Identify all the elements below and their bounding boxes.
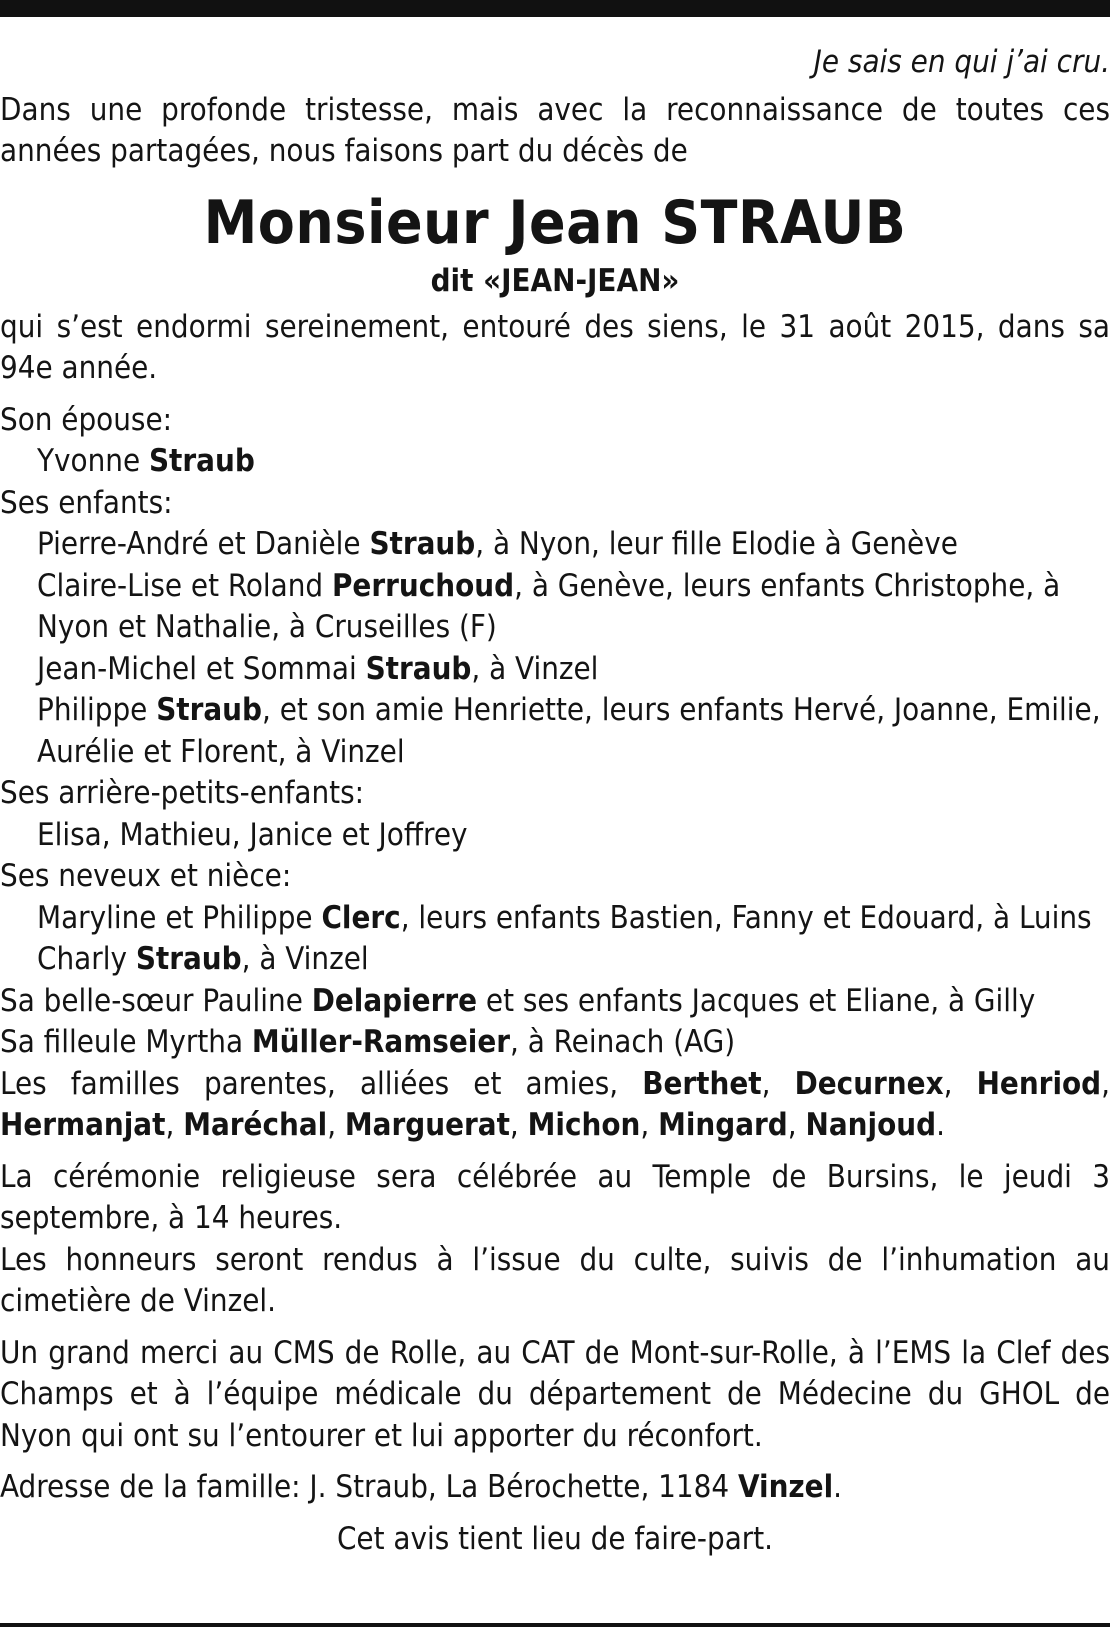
- sister-in-law-entry: [0, 981, 1110, 1023]
- deceased-name: Monsieur Jean STRAUB: [203, 187, 907, 258]
- spouse-heading: Son épouse:: [0, 401, 173, 438]
- separator: ,: [327, 1107, 345, 1143]
- intro-text: Dans une profonde tristesse, mais avec la reconnaissance de toutes ces années partagées, nous faisons part du décès de: [0, 91, 1110, 169]
- family-name: Michon: [527, 1107, 641, 1143]
- child-entry: [0, 524, 1110, 566]
- address-end: .: [833, 1469, 842, 1505]
- goddaughter-entry: [0, 1022, 1110, 1064]
- entry-text: Sa filleule Myrtha: [0, 1024, 252, 1060]
- family-name: Berthet: [642, 1065, 762, 1102]
- family-name: Straub: [135, 941, 242, 977]
- family-name: Mingard: [658, 1107, 788, 1143]
- family-name: Delapierre: [311, 982, 478, 1019]
- entry-text: Sa belle-sœur Pauline: [0, 982, 312, 1019]
- address-town: Vinzel: [737, 1469, 834, 1505]
- great-grandchildren-entry: Elisa, Mathieu, Janice et Joffrey: [37, 816, 468, 853]
- related-families-entry: [0, 1064, 1110, 1147]
- entry-text: Philippe: [37, 692, 157, 728]
- entry-text: , à Reinach (AG): [510, 1024, 736, 1060]
- ceremony-text: La cérémonie religieuse sera célébrée au Temple de Bursins, le jeudi 3 septembre, à 14 heures.: [0, 1158, 1110, 1236]
- separator: ,: [1101, 1065, 1110, 1102]
- family-name: Marguerat: [344, 1107, 510, 1143]
- great-grandchildren-heading: Ses arrière-petits-enfants:: [0, 775, 365, 811]
- entry-text: , à Nyon, leur fille Elodie à Genève: [475, 526, 958, 562]
- nephew-entry: [0, 898, 1110, 940]
- top-rule: [0, 0, 1110, 17]
- entry-text: Jean-Michel et Sommai: [37, 650, 366, 687]
- separator: ,: [943, 1065, 977, 1102]
- family-name: Straub: [156, 692, 263, 728]
- separator: .: [936, 1107, 945, 1143]
- separator: ,: [165, 1107, 184, 1143]
- bottom-rule: [0, 1623, 1110, 1627]
- nephew-entry: [0, 939, 1110, 981]
- entry-text: Pierre-André et Danièle: [37, 526, 370, 562]
- family-name: Nanjoud: [805, 1107, 937, 1143]
- family-name: Straub: [365, 650, 472, 687]
- family-name: Henriod: [976, 1065, 1102, 1102]
- nephews-list: [0, 898, 1110, 981]
- thanks-text: Un grand merci au CMS de Rolle, au CAT de Mont-sur-Rolle, à l’EMS la Clef des Champs et à l’équipe médicale du département de Médecine du GHOL de Nyon qui ont su l’entourer et lui apporter du réconfort.: [0, 1334, 1110, 1454]
- death-text: qui s’est endormi sereinement, entouré des siens, le 31 août 2015, dans sa 94e année.: [0, 308, 1110, 386]
- spouse-first-name: Yvonne: [37, 443, 149, 479]
- family-name: Decurnex: [794, 1065, 944, 1102]
- honours-text: Les honneurs seront rendus à l’issue du culte, suivis de l’inhumation au cimetière de Vinzel.: [0, 1241, 1110, 1319]
- children-list: [0, 524, 1110, 773]
- family-name: Perruchoud: [331, 567, 515, 604]
- family-address: [0, 1467, 1110, 1509]
- entry-text: Maryline et Philippe: [37, 899, 322, 936]
- entry-text: Claire-Lise et Roland: [37, 567, 332, 604]
- family-name: Maréchal: [183, 1107, 328, 1143]
- child-entry: [0, 649, 1110, 691]
- separator: ,: [761, 1065, 795, 1102]
- nephews-heading: Ses neveux et nièce:: [0, 858, 292, 894]
- family-name: Müller-Ramseier: [251, 1024, 511, 1060]
- entry-text: , et son amie Henriette, leurs enfants Hervé, Joanne, Emilie, Aurélie et Florent, à Vinzel: [37, 692, 1101, 770]
- closing-text: Cet avis tient lieu de faire-part.: [336, 1520, 774, 1557]
- family-name: Clerc: [321, 899, 401, 936]
- epigraph: Je sais en qui j’ai cru.: [813, 44, 1110, 80]
- family-name: Straub: [369, 526, 476, 562]
- family-list: [0, 400, 1110, 1147]
- child-entry: [0, 690, 1110, 773]
- entry-text: , à Vinzel: [471, 650, 599, 687]
- entry-text: , à Genève, leurs enfants Christophe, à Nyon et Nathalie, à Cruseilles (F): [37, 567, 1061, 645]
- entry-text: , à Vinzel: [241, 941, 369, 977]
- separator: ,: [640, 1107, 659, 1143]
- address-text: Adresse de la famille: J. Straub, La Bérochette, 1184: [0, 1469, 738, 1505]
- obituary-notice: [0, 42, 1110, 1560]
- child-entry: [0, 566, 1110, 649]
- entry-text: et ses enfants Jacques et Eliane, à Gilly: [477, 982, 1036, 1019]
- entry-text: , leurs enfants Bastien, Fanny et Edouard, à Luins: [400, 899, 1092, 936]
- children-heading: Ses enfants:: [0, 484, 173, 521]
- spouse-last-name: Straub: [148, 443, 255, 479]
- nickname: dit «JEAN-JEAN»: [430, 262, 680, 299]
- family-name: Hermanjat: [0, 1107, 166, 1143]
- separator: ,: [787, 1107, 806, 1143]
- separator: ,: [509, 1107, 528, 1143]
- entry-text: Charly: [37, 941, 136, 977]
- spouse-entry: [0, 441, 1110, 483]
- entry-text: Les familles parentes, alliées et amies,: [0, 1065, 643, 1102]
